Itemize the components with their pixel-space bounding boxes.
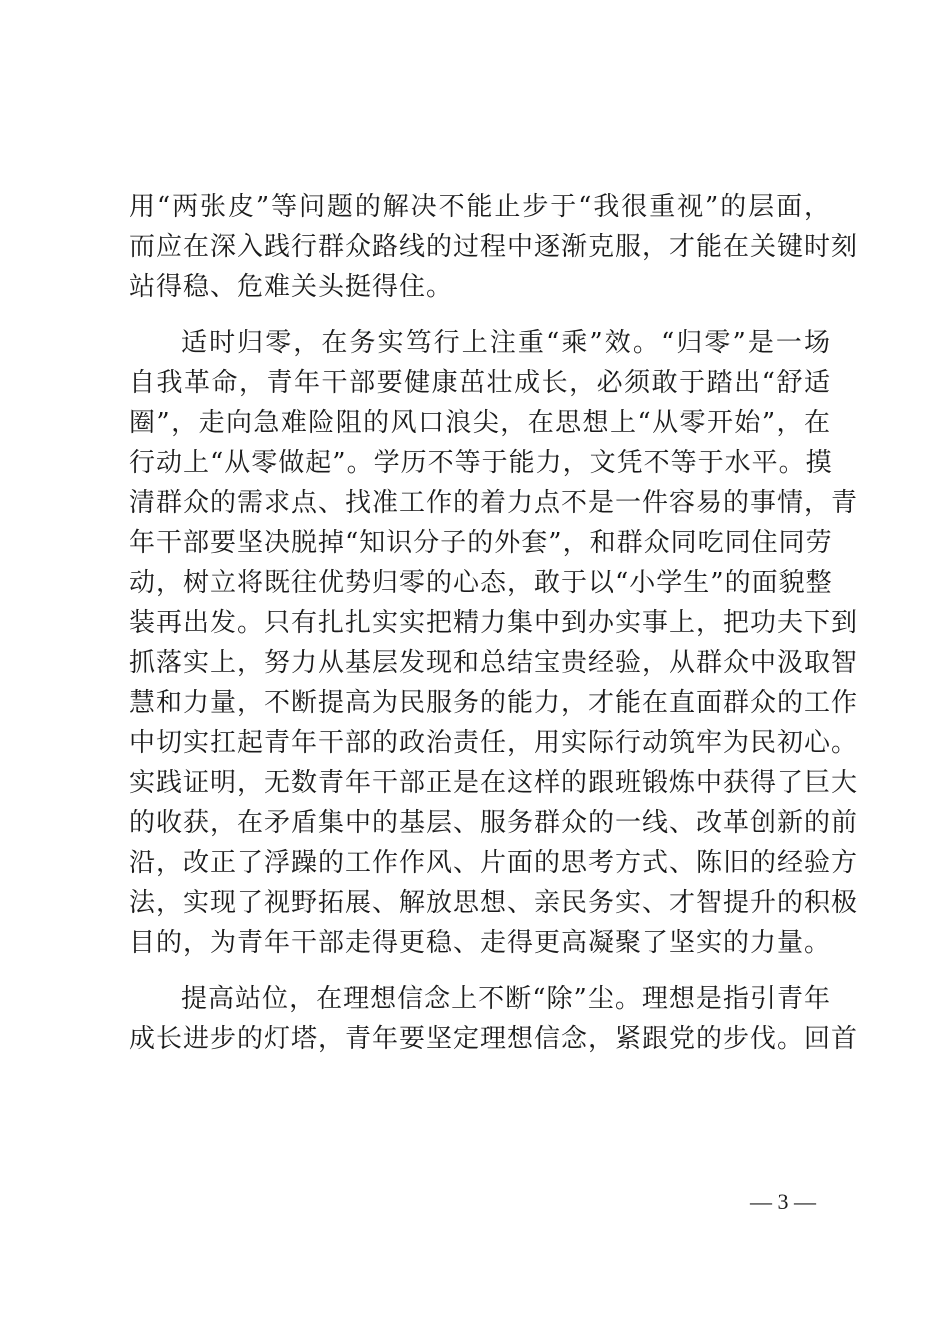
paragraph: [129, 323, 859, 963]
text-line: 沿，改正了浮躁的工作作风、片面的思考方式、陈旧的经验方: [129, 848, 859, 878]
text-line: 圈”，走向急难险阻的风口浪尖，在思想上“从零开始”，在: [129, 408, 831, 438]
text-line: 法，实现了视野拓展、解放思想、亲民务实、才智提升的积极: [129, 888, 859, 918]
text-line: 成长进步的灯塔，青年要坚定理想信念，紧跟党的步伐。回首: [129, 1024, 859, 1054]
text-line: 适时归零，在务实笃行上注重“乘”效。“归零”是一场: [181, 328, 831, 358]
text-line: 自我革命，青年干部要健康茁壮成长，必须敢于踏出“舒适: [129, 368, 831, 398]
text-line: 站得稳、危难关头挺得住。: [129, 272, 454, 302]
page-number: — 3 —: [750, 1189, 816, 1214]
text-line: 而应在深入践行群众路线的过程中逐渐克服，才能在关键时刻: [129, 232, 859, 262]
text-line: 动，树立将既往优势归零的心态，敢于以“小学生”的面貌整: [129, 568, 833, 598]
text-line: 行动上“从零做起”。学历不等于能力，文凭不等于水平。摸: [129, 448, 833, 478]
text-line: 的收获，在矛盾集中的基层、服务群众的一线、改革创新的前: [129, 808, 859, 838]
text-line: 中切实扛起青年干部的政治责任，用实际行动筑牢为民初心。: [129, 728, 859, 758]
text-line: 年干部要坚决脱掉“知识分子的外套”，和群众同吃同住同劳: [129, 528, 833, 558]
text-line: 用“两张皮”等问题的解决不能止步于“我很重视”的层面，: [129, 192, 831, 222]
text-line: 目的，为青年干部走得更稳、走得更高凝聚了坚实的力量。: [129, 928, 832, 958]
text-line: 慧和力量，不断提高为民服务的能力，才能在直面群众的工作: [129, 688, 859, 718]
text-line: 清群众的需求点、找准工作的着力点不是一件容易的事情，青: [129, 488, 859, 518]
text-line: 抓落实上，努力从基层发现和总结宝贵经验，从群众中汲取智: [129, 648, 859, 678]
text-line: 提高站位，在理想信念上不断“除”尘。理想是指引青年: [181, 984, 831, 1014]
document-body: [129, 187, 859, 1059]
text-line: 实践证明，无数青年干部正是在这样的跟班锻炼中获得了巨大: [129, 768, 859, 798]
paragraph: [129, 187, 859, 307]
text-line: 装再出发。只有扎扎实实把精力集中到办实事上，把功夫下到: [129, 608, 859, 638]
paragraph-spacer: [129, 963, 831, 979]
paragraph: [129, 979, 859, 1059]
paragraph-spacer: [129, 307, 831, 323]
